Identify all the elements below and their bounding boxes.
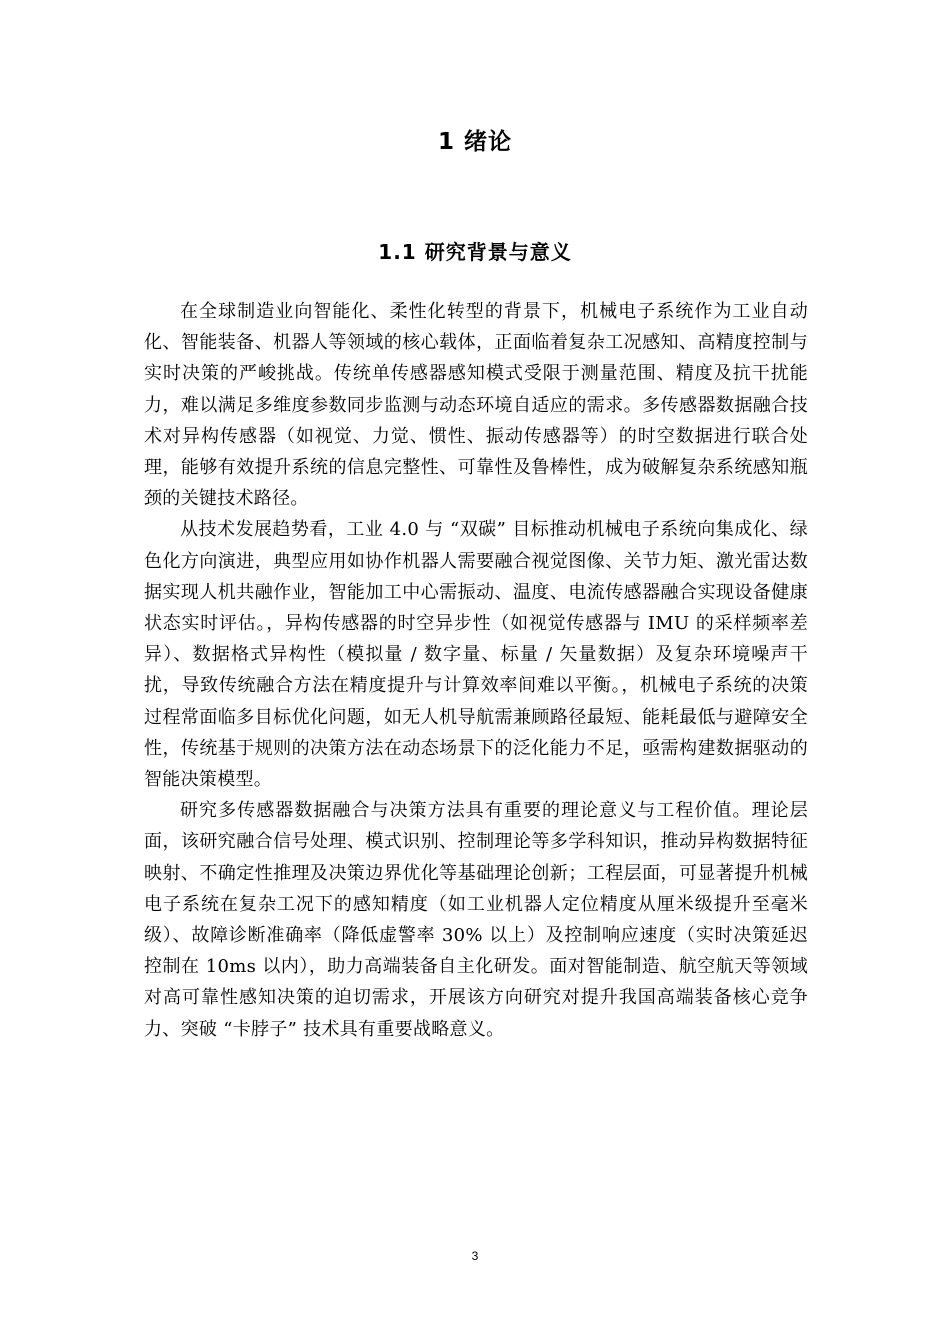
- paragraph-trends: 从技术发展趋势看，工业 4.0 与 “双碳” 目标推动机械电子系统向集成化、绿色化方向演进，典型应用如协作机器人需要融合视觉图像、关节力矩、激光雷达数据实现人机共融作业，智能加工中心需振动、温度、电流传感器融合实现设备健康状态实时评估。，异构传感器的时空异步性（如视觉传感器与 IMU 的采样频率差异）、数据格式异构性（模拟量 / 数字量、标量 / 矢量数据）及复杂环境噪声干扰，导致传统融合方法在精度提升与计算效率间难以平衡。，机械电子系统的决策过程常面临多目标优化问题，如无人机导航需兼顾路径最短、能耗最低与避障安全性，传统基于规则的决策方法在动态场景下的泛化能力不足，亟需构建数据驱动的智能决策模型。: [144, 519, 808, 791]
- paragraph-significance: 研究多传感器数据融合与决策方法具有重要的理论意义与工程价值。理论层面，该研究融合信号处理、模式识别、控制理论等多学科知识，推动异构数据特征映射、不确定性推理及决策边界优化等基础理论创新；工程层面，可显著提升机械电子系统在复杂工况下的感知精度（如工业机器人定位精度从厘米级提升至毫米级）、故障诊断准确率（降低虚警率 30% 以上）及控制响应速度（实时决策延迟控制在 10ms 以内），助力高端装备自主化研发。面对智能制造、航空航天等领域对高可靠性感知决策的迫切需求，开展该方向研究对提升我国高端装备核心竞争力、突破 “卡脖子” 技术具有重要战略意义。: [144, 800, 808, 1040]
- page-number: 3: [471, 1249, 479, 1263]
- paragraph-background: 在全球制造业向智能化、柔性化转型的背景下，机械电子系统作为工业自动化、智能装备、机器人等领域的核心载体，正面临着复杂工况感知、高精度控制与实时决策的严峻挑战。传统单传感器感知模式受限于测量范围、精度及抗干扰能力，难以满足多维度参数同步监测与动态环境自适应的需求。多传感器数据融合技术对异构传感器（如视觉、力觉、惯性、振动传感器等）的时空数据进行联合处理，能够有效提升系统的信息完整性、可靠性及鲁棒性，成为破解复杂系统感知瓶颈的关键技术路径。: [144, 301, 808, 510]
- chapter-title: 1 绪论: [437, 129, 512, 155]
- body-text: [144, 296, 808, 1045]
- section-title: 1.1 研究背景与意义: [378, 240, 572, 264]
